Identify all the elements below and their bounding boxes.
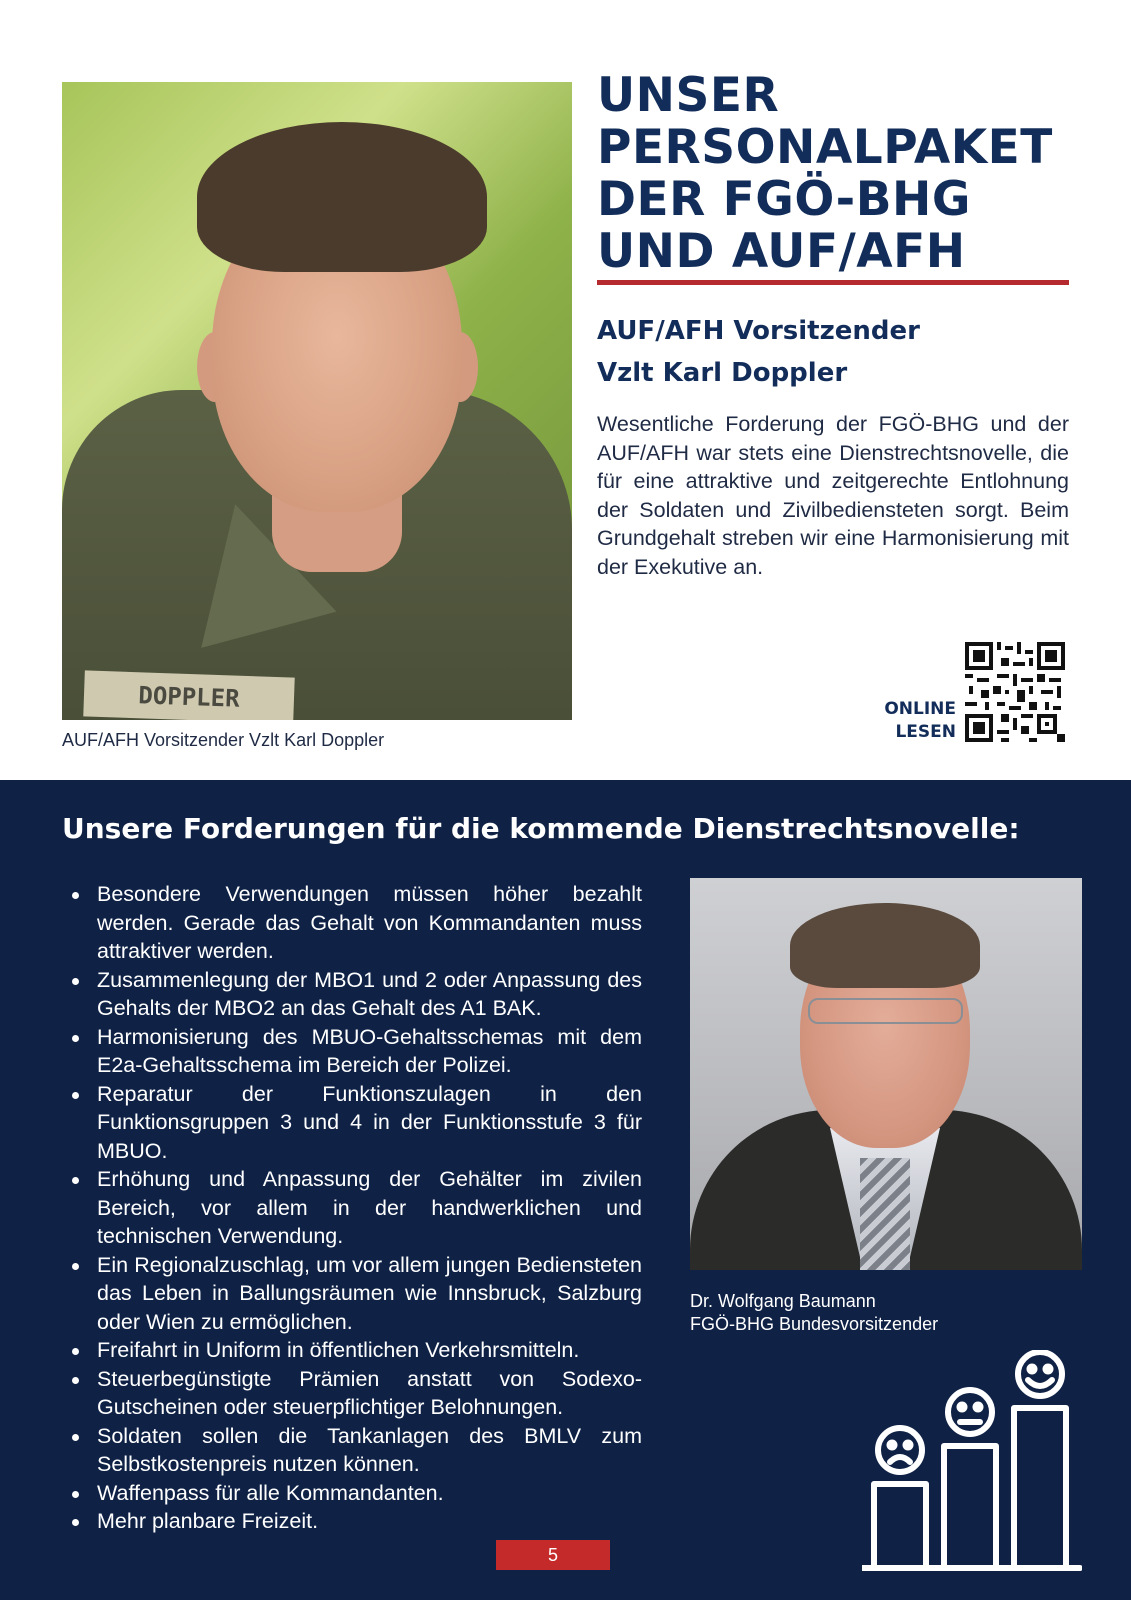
list-item: Mehr planbare Freizeit. xyxy=(72,1507,642,1536)
list-item: Zusammenlegung der MBO1 und 2 oder Anpassung des Gehalts der MBO2 an das Gehalt des A1 BAK. xyxy=(72,966,642,1023)
page-title: UNSER PERSONALPAKET DER FGÖ-BHG UND AUF/AFH xyxy=(597,68,1053,279)
subtitle-role: AUF/AFH Vorsitzender xyxy=(597,316,920,346)
caption-name: Dr. Wolfgang Baumann xyxy=(690,1291,876,1311)
caption-role: FGÖ-BHG Bundesvorsitzender xyxy=(690,1314,939,1334)
list-item: Freifahrt in Uniform in öffentlichen Verkehrsmitteln. xyxy=(72,1336,642,1365)
qr-label-read: LESEN xyxy=(895,722,956,742)
intro-paragraph: Wesentliche Forderung der FGÖ-BHG und der AUF/AFH war stets eine Dienstrechtsnovelle, die für eine attraktive und zeitgerechte Entlohnung der Soldaten und Zivilbediensteten sorgt. Beim Grundgehalt streben wir eine Harmonisierung mit der Exekutive an. xyxy=(597,412,1069,579)
title-divider xyxy=(597,280,1069,285)
portrait-wolfgang-baumann xyxy=(690,878,1082,1270)
list-item: Harmonisierung des MBUO-Gehaltsschemas mit dem E2a-Gehaltsschema im Bereich der Polizei. xyxy=(72,1023,642,1080)
portrait-karl-doppler xyxy=(62,82,572,720)
list-item: Reparatur der Funktionszulagen in den Funktionsgruppen 3 und 4 in der Funktionsstufe 3 für MBUO. xyxy=(72,1080,642,1166)
list-item: Steuerbegünstigte Prämien anstatt von Sodexo-Gutscheinen oder steuerpflichtiger Belohnungen. xyxy=(72,1365,642,1422)
photo-glasses xyxy=(808,998,963,1024)
list-item: Besondere Verwendungen müssen höher bezahlt werden. Gerade das Gehalt von Kommandanten muss attraktiver werden. xyxy=(72,880,642,966)
list-item: Waffenpass für alle Kommandanten. xyxy=(72,1479,642,1508)
subtitle xyxy=(597,310,1067,394)
qr-label-online: ONLINE xyxy=(884,699,956,719)
list-item: Ein Regionalzuschlag, um vor allem jungen Bediensteten das Leben in Ballungsräumen wie Innsbruck, Salzburg oder Wien zu ermöglichen. xyxy=(72,1251,642,1337)
photo-caption-doppler: AUF/AFH Vorsitzender Vzlt Karl Doppler xyxy=(62,730,385,750)
subtitle-name: Vzlt Karl Doppler xyxy=(597,358,848,388)
top-section xyxy=(0,0,1131,780)
demands-list xyxy=(72,880,642,1536)
name-tag: DOPPLER xyxy=(83,670,294,720)
page-number: 5 xyxy=(496,1540,610,1570)
photo-scarf xyxy=(860,1158,910,1270)
photo-hair xyxy=(790,903,980,988)
demands-heading: Unsere Forderungen für die kommende Dienstrechtsnovelle: xyxy=(62,812,1020,845)
qr-code-icon[interactable] xyxy=(965,642,1065,742)
list-item: Erhöhung und Anpassung der Gehälter im zivilen Bereich, vor allem in der handwerklichen und technischen Verwendung. xyxy=(72,1165,642,1251)
photo-hair xyxy=(197,122,487,272)
list-item: Soldaten sollen die Tankanlagen des BMLV zum Selbstkostenpreis nutzen können. xyxy=(72,1422,642,1479)
qr-label xyxy=(860,698,956,744)
satisfaction-bar-chart-icon xyxy=(862,1350,1082,1575)
photo-caption-baumann xyxy=(690,1290,938,1336)
